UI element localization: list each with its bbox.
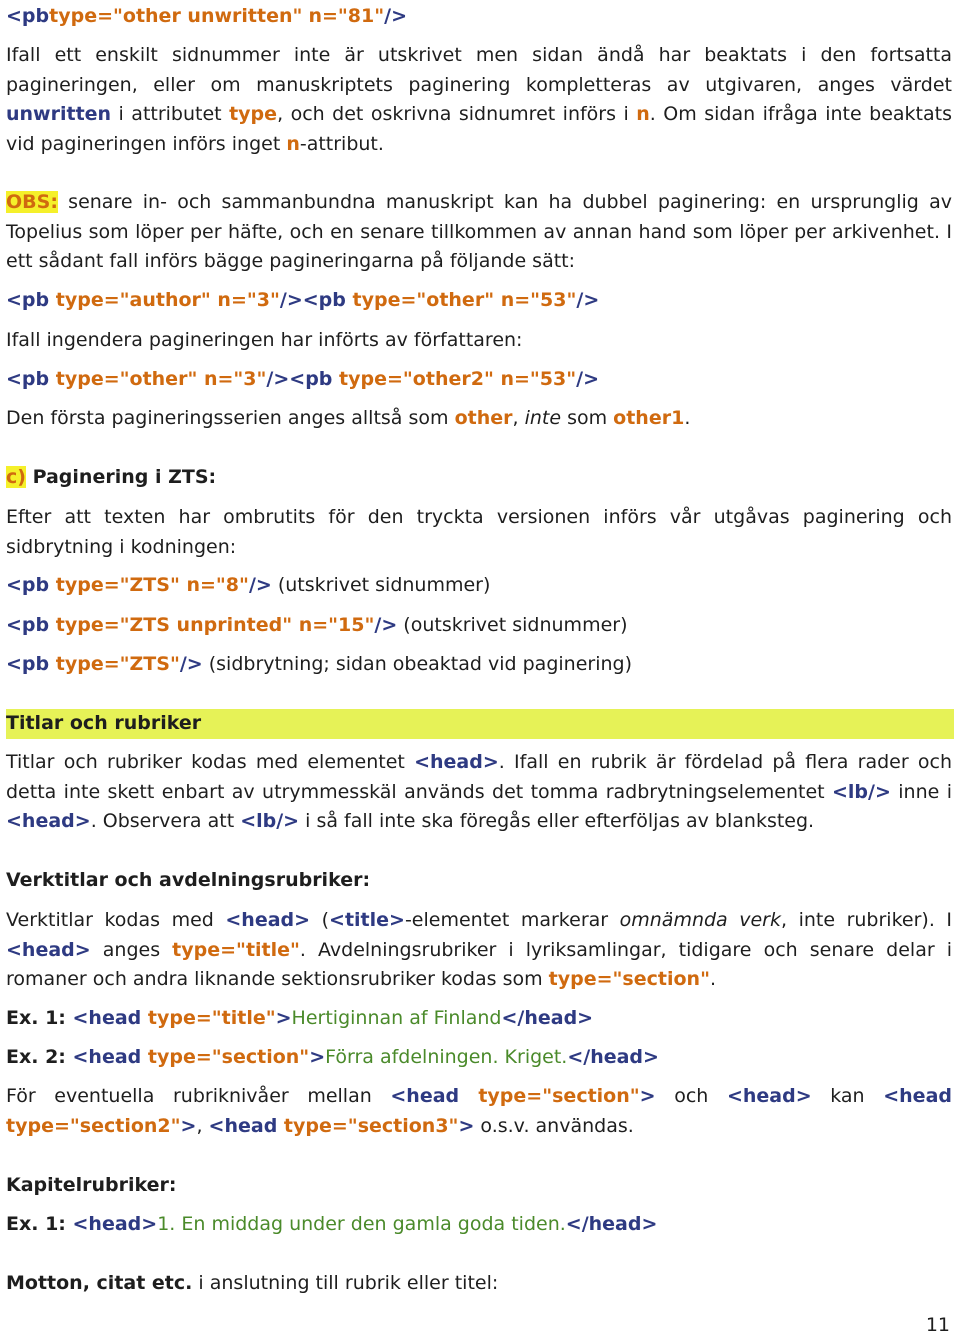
paragraph-unwritten: Ifall ett enskilt sidnummer inte är utskrivet men sidan ändå har beaktats i den fortsatta pagineringen, eller om manuskriptets paginering kompletteras av utgivaren, anges värdet unwritten i attributet type, och det oskrivna sidnumret införs i n. Om sidan ifråga inte beaktats vid pagineringen införs inget n-attribut.: [6, 44, 952, 155]
example-kapitel: Ex. 1: <head>1. En middag under den gamla goda tiden.</head>: [6, 1213, 658, 1235]
paragraph-verktitlar: Verktitlar kodas med <head> (<title>-elementet markerar omnämnda verk, inte rubriker). I <head> anges type="title". Avdelningsrubriker i lyriksamlingar, tidigare och senare delar i romaner och andra liknande sektionsrubriker kodas som type="section".: [6, 909, 953, 990]
code-pb-author: <pb type="author" n="3"/><pb type="other" n="53"/>: [6, 289, 600, 311]
example-1-title: Ex. 1: <head type="title">Hertiginnan af Finland</head>: [6, 1007, 594, 1029]
line-motton: Motton, citat etc. i anslutning till rubrik eller titel:: [6, 1272, 499, 1294]
code-pb-other-unwritten: <pbtype="other unwritten" n="81"/>: [6, 5, 407, 27]
obs-label: OBS:: [6, 191, 58, 213]
heading-titlar-och-rubriker: Titlar och rubriker: [6, 709, 954, 739]
paragraph-titlar: Titlar och rubriker kodas med elementet <head>. Ifall en rubrik är fördelad på flera rader och detta inte skett enbart av utrymmesskäl används det tomma radbrytningselementet <lb/> inne i <head>. Observera att <lb/> i så fall inte ska föregås eller efterföljas av blanksteg.: [6, 751, 952, 832]
heading-kapitelrubriker: Kapitelrubriker:: [6, 1174, 177, 1196]
page-number: 11: [925, 1314, 950, 1336]
example-2-section: Ex. 2: <head type="section">Förra afdelningen. Kriget.</head>: [6, 1046, 659, 1068]
code-zts-2: <pb type="ZTS unprinted" n="15"/> (outskrivet sidnummer): [6, 614, 628, 636]
paragraph-obs: OBS: senare in- och sammanbundna manuskript kan ha dubbel paginering: en ursprunglig av Topelius som löper per häfte, och en senare tillkommen av annan hand som löper per arkivenhet. I ett sådant fall införs bägge pagineringarna på följande sätt:: [6, 191, 952, 272]
line-den-forsta: Den första pagineringsserien anges alltså som other, inte som other1.: [6, 407, 691, 429]
code-zts-3: <pb type="ZTS"/> (sidbrytning; sidan obeaktad vid paginering): [6, 653, 633, 675]
heading-verktitlar: Verktitlar och avdelningsrubriker:: [6, 869, 371, 891]
line-ifall-ingendera: Ifall ingendera pagineringen har införts av författaren:: [6, 329, 523, 351]
code-zts-1: <pb type="ZTS" n="8"/> (utskrivet sidnummer): [6, 574, 491, 596]
paragraph-rubrikvivaer: För eventuella rubriknivåer mellan <head type="section"> och <head> kan <head type="section2">, <head type="section3"> o.s.v. användas.: [6, 1085, 952, 1137]
paragraph-efter: Efter att texten har ombrutits för den tryckta versionen införs vår utgåvas paginering och sidbrytning i kodningen:: [6, 506, 952, 558]
code-pb-other2: <pb type="other" n="3"/><pb type="other2" n="53"/>: [6, 368, 600, 390]
heading-paginering-zts: c) Paginering i ZTS:: [6, 466, 217, 488]
section-c-label: c): [6, 466, 26, 488]
